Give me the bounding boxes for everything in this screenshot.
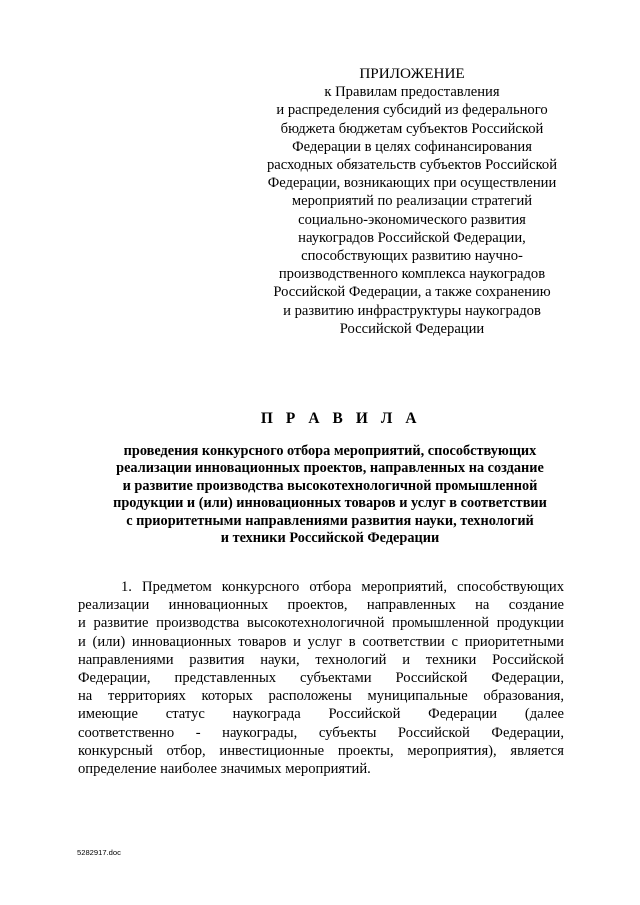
appendix-line: Российской Федерации [339, 320, 485, 337]
paragraph-line: соответственно - наукограды, субъекты Российской Федерации, [78, 724, 564, 741]
paragraph-line: реализации инновационных проектов, направленных на создание [78, 597, 564, 614]
appendix-line: способствующих развитию научно- [301, 248, 523, 265]
appendix-line: мероприятий по реализации стратегий [291, 193, 533, 210]
appendix-line: производственного комплекса наукоградов [278, 266, 546, 283]
rules-subtitle-line: с приоритетными направлениями развития науки, технологий [126, 512, 534, 529]
appendix-line: социально-экономического развития [298, 211, 526, 228]
rules-subtitle-line: продукции и (или) инновационных товаров и услуг в соответствии [113, 495, 547, 512]
rules-subtitle-line: и техники Российской Федерации [220, 530, 440, 547]
paragraph-1 [78, 578, 564, 778]
paragraph-line: Федерации, представленных субъектами Российской Федерации, [78, 670, 564, 687]
paragraph-line: конкурсный отбор, инвестиционные проекты, мероприятия), является [78, 742, 564, 759]
appendix-line: и распределения субсидий из федерального [276, 102, 548, 119]
appendix-line: Российской Федерации, а также сохранению [273, 284, 551, 301]
appendix-line: Федерации в целях софинансирования [292, 138, 532, 155]
paragraph-line: на территориях которых расположены муниципальные образования, [78, 688, 564, 705]
document-filename: 5282917.doc [77, 848, 121, 857]
rules-subtitle-line: проведения конкурсного отбора мероприятий, способствующих [123, 443, 537, 459]
paragraph-line: и (или) инновационных товаров и услуг в соответствии с приоритетными [78, 633, 564, 650]
paragraph-line: определение наиболее значимых мероприятий. [78, 761, 371, 778]
rules-subtitle [70, 443, 590, 547]
paragraph-line: и развитие производства высокотехнологичной промышленной продукции [78, 615, 564, 632]
appendix-line: бюджета бюджетам субъектов Российской [280, 120, 544, 137]
paragraph-line: направлениями развития науки, технологий и техники Российской [78, 651, 564, 668]
appendix-line: Федерации, возникающих при осуществлении [267, 175, 557, 192]
appendix-line: к Правилам предоставления [324, 84, 500, 101]
appendix-line: и развитию инфраструктуры наукоградов [283, 302, 541, 319]
rules-subtitle-line: и развитие производства высокотехнологичной промышленной [122, 477, 538, 494]
appendix-line: наукоградов Российской Федерации, [298, 229, 526, 246]
paragraph-line: имеющие статус наукограда Российской Федерации (далее [78, 706, 564, 723]
rules-subtitle-line: реализации инновационных проектов, направленных на создание [116, 460, 544, 477]
rules-title: П Р А В И Л А [260, 410, 422, 427]
appendix-heading: ПРИЛОЖЕНИЕ [359, 65, 465, 82]
appendix-line: расходных обязательств субъектов Российской [266, 157, 558, 174]
appendix-block [250, 65, 574, 338]
paragraph-line: 1. Предметом конкурсного отбора мероприятий, способствующих [121, 579, 564, 595]
